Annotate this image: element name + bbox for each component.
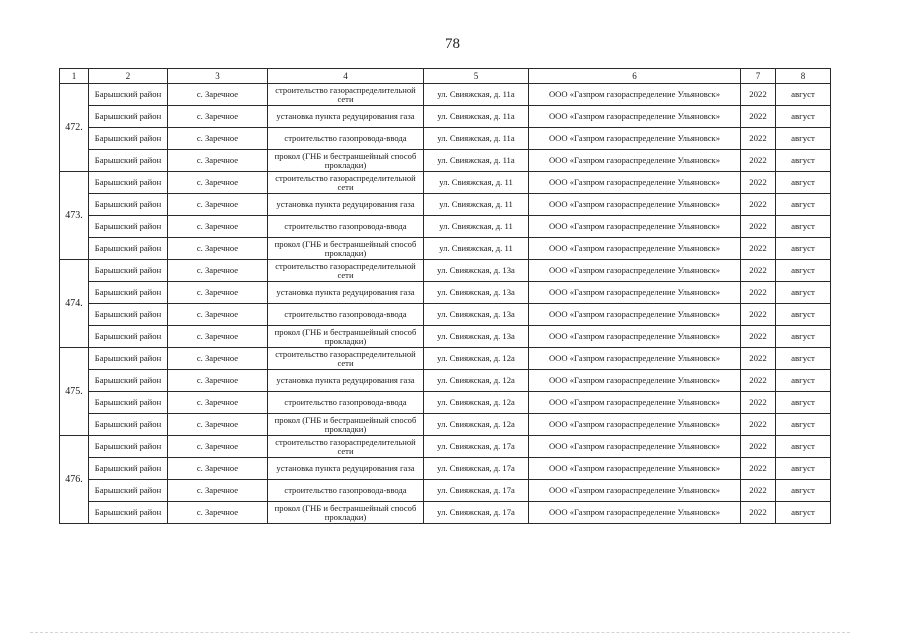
address-cell: ул. Свияжская, д. 12а — [424, 414, 529, 436]
village-cell: с. Заречное — [168, 502, 268, 524]
table-row — [60, 304, 831, 326]
work-type-cell: строительство газораспределительной сети — [268, 436, 424, 458]
village-cell: с. Заречное — [168, 260, 268, 282]
organization-cell: ООО «Газпром газораспределение Ульяновск» — [529, 326, 741, 348]
address-cell: ул. Свияжская, д. 11а — [424, 84, 529, 106]
district-cell: Барышский район — [89, 260, 168, 282]
work-type-cell: строительство газопровода-ввода — [268, 304, 424, 326]
month-cell: август — [776, 370, 831, 392]
year-cell: 2022 — [741, 238, 776, 260]
table-row — [60, 458, 831, 480]
works-table — [59, 68, 831, 524]
district-cell: Барышский район — [89, 304, 168, 326]
address-cell: ул. Свияжская, д. 11 — [424, 194, 529, 216]
header-cell-1: 1 — [60, 69, 89, 84]
year-cell: 2022 — [741, 480, 776, 502]
organization-cell: ООО «Газпром газораспределение Ульяновск» — [529, 392, 741, 414]
address-cell: ул. Свияжская, д. 11а — [424, 106, 529, 128]
address-cell: ул. Свияжская, д. 17а — [424, 502, 529, 524]
item-number-cell: 475. — [60, 348, 89, 436]
table-row — [60, 260, 831, 282]
district-cell: Барышский район — [89, 282, 168, 304]
month-cell: август — [776, 304, 831, 326]
district-cell: Барышский район — [89, 238, 168, 260]
month-cell: август — [776, 84, 831, 106]
table-row — [60, 392, 831, 414]
month-cell: август — [776, 326, 831, 348]
district-cell: Барышский район — [89, 150, 168, 172]
address-cell: ул. Свияжская, д. 11 — [424, 216, 529, 238]
year-cell: 2022 — [741, 128, 776, 150]
work-type-cell: прокол (ГНБ и бестраншейный способ прокладки) — [268, 502, 424, 524]
district-cell: Барышский район — [89, 84, 168, 106]
organization-cell: ООО «Газпром газораспределение Ульяновск» — [529, 414, 741, 436]
organization-cell: ООО «Газпром газораспределение Ульяновск» — [529, 238, 741, 260]
district-cell: Барышский район — [89, 194, 168, 216]
work-type-cell: установка пункта редуцирования газа — [268, 194, 424, 216]
table-row — [60, 128, 831, 150]
year-cell: 2022 — [741, 458, 776, 480]
table-row — [60, 238, 831, 260]
district-cell: Барышский район — [89, 128, 168, 150]
organization-cell: ООО «Газпром газораспределение Ульяновск» — [529, 458, 741, 480]
organization-cell: ООО «Газпром газораспределение Ульяновск» — [529, 260, 741, 282]
district-cell: Барышский район — [89, 216, 168, 238]
year-cell: 2022 — [741, 216, 776, 238]
year-cell: 2022 — [741, 436, 776, 458]
work-type-cell: строительство газопровода-ввода — [268, 480, 424, 502]
address-cell: ул. Свияжская, д. 13а — [424, 304, 529, 326]
organization-cell: ООО «Газпром газораспределение Ульяновск» — [529, 282, 741, 304]
month-cell: август — [776, 194, 831, 216]
header-cell-5: 5 — [424, 69, 529, 84]
year-cell: 2022 — [741, 84, 776, 106]
month-cell: август — [776, 436, 831, 458]
village-cell: с. Заречное — [168, 194, 268, 216]
table-row — [60, 282, 831, 304]
address-cell: ул. Свияжская, д. 12а — [424, 392, 529, 414]
organization-cell: ООО «Газпром газораспределение Ульяновск» — [529, 304, 741, 326]
month-cell: август — [776, 348, 831, 370]
month-cell: август — [776, 260, 831, 282]
table-row — [60, 414, 831, 436]
month-cell: август — [776, 458, 831, 480]
organization-cell: ООО «Газпром газораспределение Ульяновск» — [529, 150, 741, 172]
village-cell: с. Заречное — [168, 106, 268, 128]
month-cell: август — [776, 392, 831, 414]
village-cell: с. Заречное — [168, 370, 268, 392]
address-cell: ул. Свияжская, д. 17а — [424, 480, 529, 502]
header-cell-7: 7 — [741, 69, 776, 84]
village-cell: с. Заречное — [168, 348, 268, 370]
address-cell: ул. Свияжская, д. 11а — [424, 150, 529, 172]
scan-artifact-line — [30, 632, 850, 634]
work-type-cell: строительство газопровода-ввода — [268, 392, 424, 414]
district-cell: Барышский район — [89, 106, 168, 128]
table-row — [60, 106, 831, 128]
village-cell: с. Заречное — [168, 414, 268, 436]
item-number-cell: 476. — [60, 436, 89, 524]
village-cell: с. Заречное — [168, 480, 268, 502]
organization-cell: ООО «Газпром газораспределение Ульяновск» — [529, 502, 741, 524]
village-cell: с. Заречное — [168, 238, 268, 260]
item-number-cell: 472. — [60, 84, 89, 172]
table-row — [60, 436, 831, 458]
village-cell: с. Заречное — [168, 458, 268, 480]
address-cell: ул. Свияжская, д. 11 — [424, 238, 529, 260]
year-cell: 2022 — [741, 414, 776, 436]
table-header-row — [60, 69, 831, 84]
village-cell: с. Заречное — [168, 128, 268, 150]
table-row — [60, 172, 831, 194]
table-row — [60, 348, 831, 370]
work-type-cell: строительство газораспределительной сети — [268, 172, 424, 194]
year-cell: 2022 — [741, 260, 776, 282]
table-row — [60, 326, 831, 348]
district-cell: Барышский район — [89, 392, 168, 414]
month-cell: август — [776, 172, 831, 194]
organization-cell: ООО «Газпром газораспределение Ульяновск» — [529, 370, 741, 392]
month-cell: август — [776, 414, 831, 436]
year-cell: 2022 — [741, 172, 776, 194]
table-row — [60, 502, 831, 524]
item-number-cell: 473. — [60, 172, 89, 260]
organization-cell: ООО «Газпром газораспределение Ульяновск» — [529, 128, 741, 150]
month-cell: август — [776, 128, 831, 150]
month-cell: август — [776, 238, 831, 260]
work-type-cell: строительство газопровода-ввода — [268, 216, 424, 238]
header-cell-2: 2 — [89, 69, 168, 84]
village-cell: с. Заречное — [168, 392, 268, 414]
month-cell: август — [776, 480, 831, 502]
table-row — [60, 194, 831, 216]
month-cell: август — [776, 150, 831, 172]
district-cell: Барышский район — [89, 172, 168, 194]
month-cell: август — [776, 106, 831, 128]
village-cell: с. Заречное — [168, 216, 268, 238]
work-type-cell: установка пункта редуцирования газа — [268, 458, 424, 480]
district-cell: Барышский район — [89, 480, 168, 502]
district-cell: Барышский район — [89, 502, 168, 524]
organization-cell: ООО «Газпром газораспределение Ульяновск» — [529, 480, 741, 502]
organization-cell: ООО «Газпром газораспределение Ульяновск» — [529, 84, 741, 106]
address-cell: ул. Свияжская, д. 11 — [424, 172, 529, 194]
district-cell: Барышский район — [89, 414, 168, 436]
village-cell: с. Заречное — [168, 326, 268, 348]
month-cell: август — [776, 502, 831, 524]
village-cell: с. Заречное — [168, 304, 268, 326]
address-cell: ул. Свияжская, д. 12а — [424, 348, 529, 370]
header-cell-6: 6 — [529, 69, 741, 84]
district-cell: Барышский район — [89, 436, 168, 458]
page-number: 78 — [445, 36, 460, 52]
district-cell: Барышский район — [89, 370, 168, 392]
table-row — [60, 370, 831, 392]
address-cell: ул. Свияжская, д. 13а — [424, 260, 529, 282]
month-cell: август — [776, 282, 831, 304]
address-cell: ул. Свияжская, д. 13а — [424, 326, 529, 348]
village-cell: с. Заречное — [168, 84, 268, 106]
year-cell: 2022 — [741, 150, 776, 172]
district-cell: Барышский район — [89, 458, 168, 480]
table-row — [60, 480, 831, 502]
year-cell: 2022 — [741, 348, 776, 370]
work-type-cell: строительство газораспределительной сети — [268, 84, 424, 106]
address-cell: ул. Свияжская, д. 13а — [424, 282, 529, 304]
organization-cell: ООО «Газпром газораспределение Ульяновск» — [529, 106, 741, 128]
year-cell: 2022 — [741, 282, 776, 304]
year-cell: 2022 — [741, 194, 776, 216]
year-cell: 2022 — [741, 106, 776, 128]
district-cell: Барышский район — [89, 326, 168, 348]
organization-cell: ООО «Газпром газораспределение Ульяновск» — [529, 216, 741, 238]
item-number-cell: 474. — [60, 260, 89, 348]
work-type-cell: строительство газораспределительной сети — [268, 260, 424, 282]
address-cell: ул. Свияжская, д. 12а — [424, 370, 529, 392]
table-row — [60, 150, 831, 172]
header-cell-3: 3 — [168, 69, 268, 84]
organization-cell: ООО «Газпром газораспределение Ульяновск» — [529, 172, 741, 194]
work-type-cell: установка пункта редуцирования газа — [268, 106, 424, 128]
address-cell: ул. Свияжская, д. 11а — [424, 128, 529, 150]
header-cell-4: 4 — [268, 69, 424, 84]
district-cell: Барышский район — [89, 348, 168, 370]
work-type-cell: прокол (ГНБ и бестраншейный способ прокладки) — [268, 150, 424, 172]
organization-cell: ООО «Газпром газораспределение Ульяновск» — [529, 436, 741, 458]
table-row — [60, 84, 831, 106]
year-cell: 2022 — [741, 502, 776, 524]
year-cell: 2022 — [741, 392, 776, 414]
work-type-cell: прокол (ГНБ и бестраншейный способ прокладки) — [268, 414, 424, 436]
work-type-cell: прокол (ГНБ и бестраншейный способ прокладки) — [268, 326, 424, 348]
work-type-cell: строительство газораспределительной сети — [268, 348, 424, 370]
year-cell: 2022 — [741, 304, 776, 326]
village-cell: с. Заречное — [168, 150, 268, 172]
village-cell: с. Заречное — [168, 282, 268, 304]
address-cell: ул. Свияжская, д. 17а — [424, 458, 529, 480]
work-type-cell: установка пункта редуцирования газа — [268, 282, 424, 304]
work-type-cell: прокол (ГНБ и бестраншейный способ прокладки) — [268, 238, 424, 260]
village-cell: с. Заречное — [168, 172, 268, 194]
table-row — [60, 216, 831, 238]
organization-cell: ООО «Газпром газораспределение Ульяновск» — [529, 348, 741, 370]
work-type-cell: установка пункта редуцирования газа — [268, 370, 424, 392]
month-cell: август — [776, 216, 831, 238]
year-cell: 2022 — [741, 370, 776, 392]
village-cell: с. Заречное — [168, 436, 268, 458]
work-type-cell: строительство газопровода-ввода — [268, 128, 424, 150]
address-cell: ул. Свияжская, д. 17а — [424, 436, 529, 458]
header-cell-8: 8 — [776, 69, 831, 84]
organization-cell: ООО «Газпром газораспределение Ульяновск» — [529, 194, 741, 216]
year-cell: 2022 — [741, 326, 776, 348]
